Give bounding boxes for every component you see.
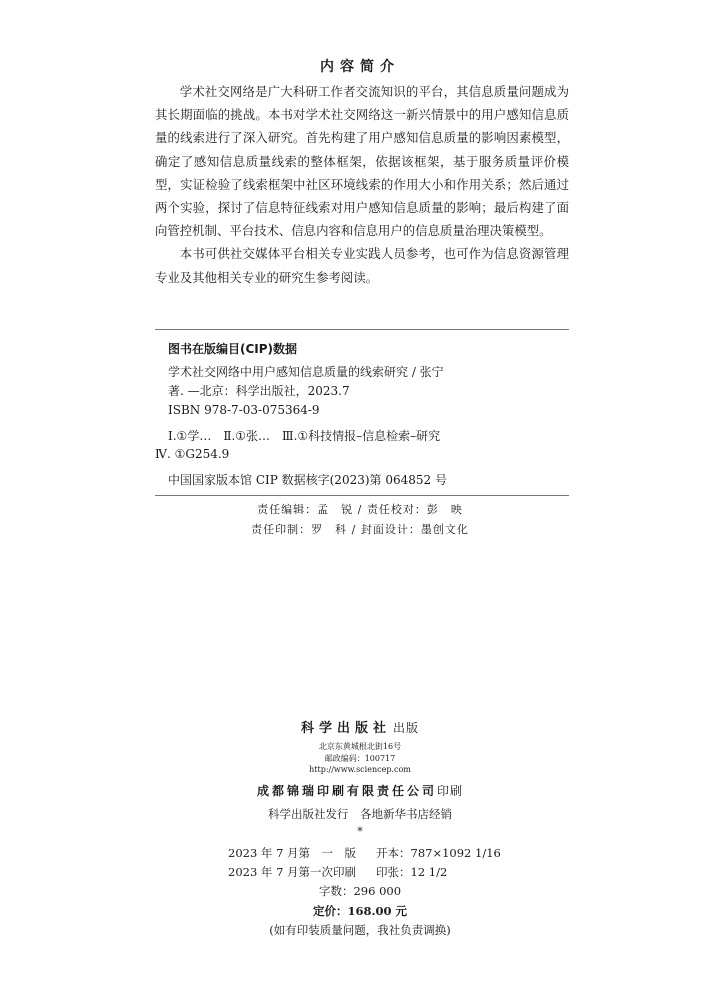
separator-star: * (357, 825, 363, 838)
cip-subjects-line: Ⅰ.①学… Ⅱ.①张… Ⅲ.①科技情报–信息检索–研究 (168, 429, 441, 443)
publisher-url: http://www.sciencep.com (309, 765, 411, 774)
printer-logotype: 成都锦瑞印刷有限责任公司 (256, 784, 437, 798)
publisher-address: 北京东黄城根北街16号 (318, 742, 402, 751)
cip-subjects-line: Ⅳ. ①G254.9 (155, 447, 230, 461)
divider (155, 329, 569, 330)
cip-entry-line: 学术社交网络中用户感知信息质量的线索研究 / 张宁 (168, 365, 444, 379)
editors-line: 责任编辑：孟 锐 / 责任校对：彭 映 (257, 503, 463, 516)
printer-name (0, 782, 720, 799)
cip-entry-line: 著. —北京：科学出版社，2023.7 (168, 384, 350, 398)
cip-verification: 中国国家版本馆 CIP 数据核字(2023)第 064852 号 (168, 473, 447, 487)
summary-title: 内容简介 (320, 59, 400, 75)
publisher-suffix: 出版 (393, 721, 420, 735)
summary-body (155, 80, 569, 289)
publisher-logotype: 科学出版社 (300, 721, 391, 736)
cip-heading: 图书在版编目(CIP)数据 (168, 342, 298, 356)
printing-line: 2023 年 7 月第一次印刷 (228, 865, 357, 879)
publisher-name (0, 717, 720, 736)
printer-suffix: 印刷 (437, 784, 464, 798)
editors-line: 责任印制：罗 科 / 封面设计：墨创文化 (251, 523, 469, 536)
summary-paragraph: 本书可供社交媒体平台相关专业实践人员参考，也可作为信息资源管理专业及其他相关专业的研究生参考阅读。 (155, 246, 569, 285)
publisher-postcode: 邮政编码：100717 (324, 754, 396, 763)
printed-sheets: 印张：12 1/2 (376, 865, 448, 879)
distribution: 科学出版社发行 各地新华书店经销 (268, 807, 452, 821)
cip-isbn: ISBN 978-7-03-075364-9 (168, 403, 320, 417)
price: 定价：168.00 元 (312, 904, 407, 918)
summary-paragraph: 学术社交网络是广大科研工作者交流知识的平台，其信息质量问题成为其长期面临的挑战。本书对学术社交网络这一新兴情景中的用户感知信息质量的线索进行了深入研究。首先构建了用户感知信息质量的影响因素模型，确定了感知信息质量线索的整体框架，依据该框架，基于服务质量评价模型，实证检验了线索框架中社区环境线索的作用大小和作用关系；然后通过两个实验，探讨了信息特征线索对用户感知信息质量的影响；最后构建了面向管控机制、平台技术、信息内容和信息用户的信息质量治理决策模型。 (155, 84, 569, 239)
quality-notice: (如有印装质量问题，我社负责调换) (269, 923, 451, 937)
divider (155, 495, 569, 496)
edition-line: 2023 年 7 月第 一 版 (228, 846, 357, 860)
format-size: 开本：787×1092 1/16 (376, 846, 501, 860)
word-count: 字数：296 000 (318, 884, 402, 898)
